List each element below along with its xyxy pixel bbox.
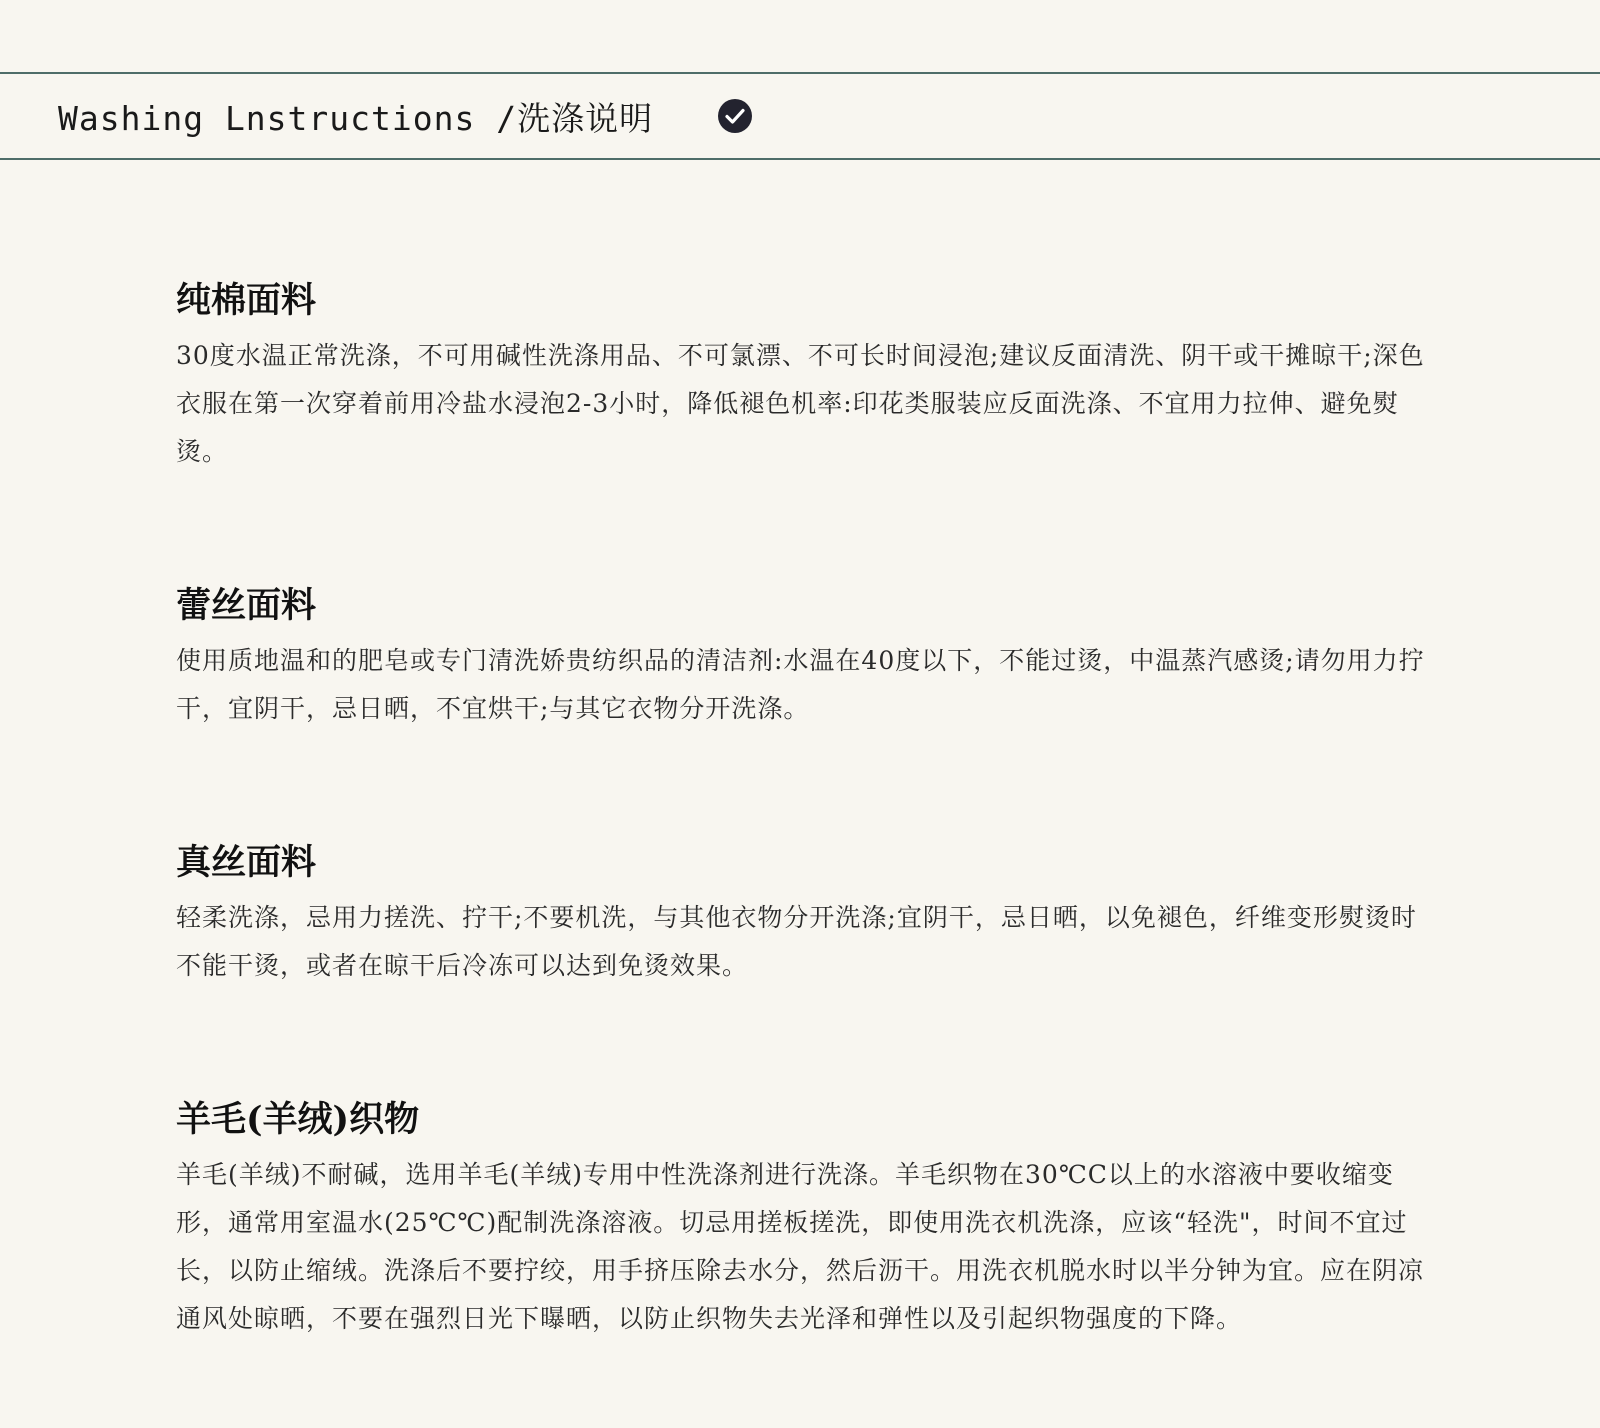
section-cotton: [176, 276, 1436, 476]
page-title: Washing Lnstructions /洗涤说明: [58, 98, 654, 138]
section-body: 30度水温正常洗涤，不可用碱性洗涤用品、不可氯漂、不可长时间浸泡;建议反面清洗、阴干或干摊晾干;深色衣服在第一次穿着前用冷盐水浸泡2-3小时，降低褪色机率:印花类服装应反面洗涤、不宜用力拉伸、避免熨烫。: [176, 341, 1425, 466]
section-body: 羊毛(羊绒)不耐碱，选用羊毛(羊绒)专用中性洗涤剂进行洗涤。羊毛织物在30℃C以上的水溶液中要收缩变形，通常用室温水(25℃℃)配制洗涤溶液。切忌用搓板搓洗，即使用洗衣机洗涤，应该“轻洗"，时间不宜过长，以防止缩绒。洗涤后不要拧绞，用手挤压除去水分，然后沥干。用洗衣机脱水时以半分钟为宜。应在阴凉通风处晾晒，不要在强烈日光下曝晒，以防止织物失去光泽和弹性以及引起织物强度的下降。: [176, 1160, 1425, 1333]
section-title: 羊毛(羊绒)织物: [176, 1099, 420, 1140]
check-circle-icon: [717, 98, 753, 134]
section-title: 蕾丝面料: [176, 585, 317, 626]
header-bar: [0, 72, 1600, 160]
section-body: 轻柔洗涤，忌用力搓洗、拧干;不要机洗，与其他衣物分开洗涤;宜阴干，忌日晒，以免褪色，纤维变形熨烫时不能干烫，或者在晾干后冷冻可以达到免烫效果。: [176, 903, 1417, 980]
section-body: 使用质地温和的肥皂或专门清洗娇贵纺织品的清洁剂:水温在40度以下，不能过烫，中温蒸汽感烫;请勿用力拧干，宜阴干，忌日晒，不宜烘干;与其它衣物分开洗涤。: [176, 646, 1425, 723]
section-title: 纯棉面料: [176, 280, 317, 321]
section-silk: [176, 838, 1436, 990]
section-title: 真丝面料: [176, 842, 317, 883]
section-wool: [176, 1095, 1436, 1343]
section-lace: [176, 581, 1436, 733]
